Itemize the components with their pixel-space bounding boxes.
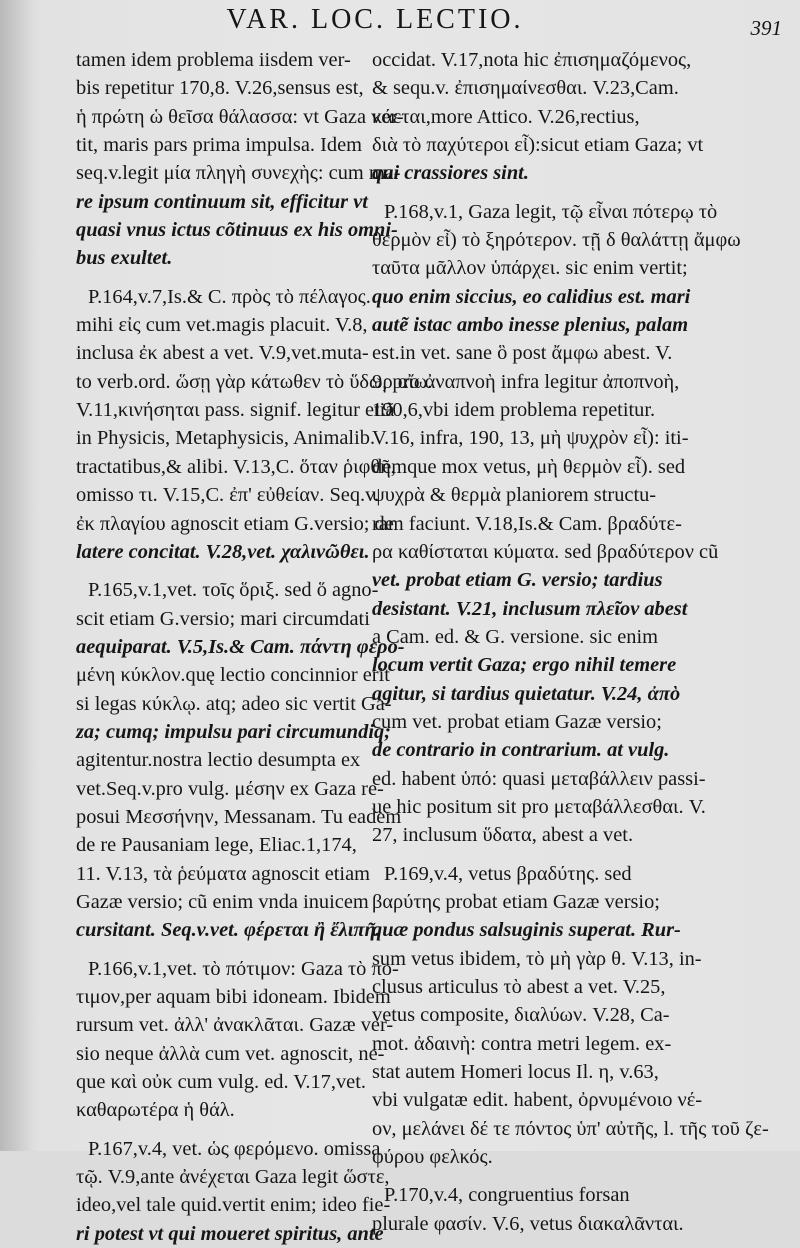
text-line: autẽ istac ambo inesse plenius, palam [372, 314, 689, 337]
text-line: P.167,v.4, vet. ὡς φερόμενο. omissa [88, 1137, 381, 1160]
text-line: est.in vet. sane ὃ post ἄμφω abest. V. [372, 342, 673, 365]
text-line: τιμον,per aquam bibi idoneam. Ibidem [76, 986, 391, 1008]
text-line: vbi vulgatæ edit. habent, ὀρνυμένοιο νέ- [372, 1089, 703, 1112]
text-line: 27, inclusum ὕδατα, abest a vet. [372, 824, 634, 847]
text-line: tamen idem problema iisdem ver- [76, 49, 351, 71]
text-line: P.165,v.1,vet. τοῖς ὅριξ. sed ὅ agno- [88, 579, 379, 602]
text-line: to verb.ord. ὥσῃ γὰρ κάτωθεν τὸ ὕδωρ αἴω. [76, 370, 433, 393]
page-gutter-shadow [0, 0, 40, 1151]
text-line: in Physicis, Metaphysicis, Animalib. [76, 427, 376, 450]
paragraph-gap [372, 850, 690, 860]
text-line: inclusa ἐκ abest a vet. V.9,vet.muta- [76, 342, 369, 365]
text-line: ideo,vel tale quid.vertit enim; ideo fie- [76, 1194, 391, 1217]
text-line: P.168,v.1, Gaza legit, τῷ εἶναι πότερῳ τὸ [384, 200, 718, 223]
text-line: bus exultet. [76, 247, 173, 270]
text-line: agitentur.nostra lectio desumpta ex [76, 749, 361, 772]
text-line: si legas κύκλῳ. atq; adeo sic vertit Ga- [76, 692, 392, 715]
text-line: Gazæ versio; cũ enim vnda inuicem [76, 890, 369, 913]
text-line: posui Μεσσήνην, Messanam. Tu eadem [76, 805, 402, 828]
paragraph-gap [76, 945, 376, 955]
text-line: P.169,v.4, vetus βραδύτης. sed [384, 862, 632, 885]
text-line: 11. V.13, τὰ ῥεύματα agnoscit etiam [76, 862, 370, 885]
text-line: vetus composite, διαλύων. V.28, Ca- [372, 1004, 670, 1027]
text-line: ἐκ πλαγίου agnoscit etiam G.versio; de [76, 512, 394, 535]
text-line: demque mox vetus, μὴ θερμὸν εἶ). sed [372, 455, 686, 478]
text-line: a Cam. ed. & G. versione. sic enim [372, 625, 658, 648]
text-line: tractatibus,& alibi. V.13,C. ὅταν ῥιφθῆ, [76, 455, 396, 478]
text-line: aequiparat. V.5,Is.& Cam. πάντη φερο- [76, 635, 405, 658]
running-head: VAR. LOC. LECTIO. [226, 4, 524, 35]
text-line: ri potest vt qui moueret spiritus, ante [76, 1222, 384, 1245]
text-line: κάεται,more Attico. V.26,rectius, [372, 105, 640, 128]
paragraph-gap [76, 1125, 376, 1135]
text-line: θερμὸν εἶ) τὸ ξηρότερον. τῇ δ θαλάττῃ ἄμφω [372, 229, 741, 252]
text-line: stat autem Homeri locus Il. η, v.63, [372, 1061, 659, 1084]
text-line: ed. habent ὑπό: quasi μεταβάλλειν passi- [372, 767, 706, 790]
text-line: sum vetus ibidem, τὸ μὴ γὰρ θ. V.13, in- [372, 947, 702, 970]
text-line: V.16, infra, 190, 13, μὴ ψυχρὸν εἶ): iti- [372, 427, 689, 450]
text-line: plurale φασίν. V.6, vetus διακαλᾶνται. [372, 1212, 684, 1235]
paragraph-gap [372, 1171, 690, 1181]
text-line: vet.Seq.v.pro vulg. μέσην ex Gaza re- [76, 777, 384, 800]
text-line: clusus articulus τὸ abest a vet. V.25, [372, 976, 666, 998]
text-line: τῷ. V.9,ante ἀνέχεται Gaza legit ὥστε, [76, 1166, 390, 1189]
text-line: P.170,v.4, congruentius forsan [384, 1184, 630, 1207]
text-line: re ipsum continuum sit, efficitur vt [76, 190, 368, 213]
text-line: agitur, si tardius quietatur. V.24, ἀπὸ [372, 682, 681, 705]
text-line: quasi vnus ictus cõtinuus ex his omni- [76, 219, 398, 242]
text-line: ue hic positum sit pro μεταβάλλεσθαι. V. [372, 795, 706, 818]
text-line: que καὶ οὐκ cum vulg. ed. V.17,vet. [76, 1071, 366, 1094]
text-line: cursitant. Seq.v.vet. φέρεται ἢ ἔλιπῆ. [76, 919, 381, 942]
text-line: ψυχρὰ & θερμὰ planiorem structu- [372, 484, 657, 507]
text-line: occidat. V.17,nota hic ἐπισημαζόμενος, [372, 49, 692, 71]
text-line: tit, maris pars prima impulsa. Idem [76, 134, 362, 157]
text-line: ον, μελάνει δέ τε πόντος ὑπ' αὐτῆς, l. τῆς τοῦ ζε- [372, 1117, 769, 1140]
text-line: omisso τι. V.15,C. ἐπ' εὐθείαν. Seq.v. [76, 484, 380, 507]
text-line: za; cumq; impulsu pari circumundiq; [76, 720, 391, 743]
text-line: ram faciunt. V.18,Is.& Cam. βραδύτε- [372, 512, 682, 535]
text-line: desistant. V.21, inclusum πλεῖον abest [372, 597, 688, 620]
text-line: seq.v.legit μία πληγὴ συνεχὴς: cum ma- [76, 162, 401, 185]
paragraph-gap [76, 273, 376, 283]
paragraph-gap [76, 566, 376, 576]
text-line: sio neque ἀλλὰ cum vet. agnoscit, ne- [76, 1042, 385, 1065]
text-line: qui crassiores sint. [372, 162, 529, 185]
text-line: μένη κύκλον.quę lectio concinnior erit [76, 664, 390, 687]
text-line: 190,6,vbi idem problema repetitur. [372, 399, 656, 422]
text-line: scit etiam G.versio; mari circumdati [76, 607, 370, 630]
text-line: 9, pro ἀναπνοὴ infra legitur ἀποπνοὴ, [372, 370, 680, 393]
text-line: διὰ τὸ παχύτεροι εἶ):sicut etiam Gaza; vt [372, 134, 704, 157]
right-column [372, 46, 769, 1238]
text-line: de re Pausaniam lege, Eliac.1,174, [76, 834, 357, 857]
text-line: & sequ.v. ἐπισημαίνεσθαι. V.23,Cam. [372, 77, 679, 100]
text-line: mot. ἀδαινὴ: contra metri legem. ex- [372, 1032, 672, 1055]
text-line: ταῦτα μᾶλλον ὑπάρχει. sic enim vertit; [372, 257, 688, 280]
text-line: de contrario in contrarium. at vulg. [372, 739, 670, 762]
text-line: quo enim siccius, eo calidius est. mari [372, 285, 691, 308]
text-line: vet. probat etiam G. versio; tardius [372, 569, 663, 592]
page-number: 391 [750, 16, 782, 40]
text-line: ρα καθίσταται κύματα. sed βραδύτερον cũ [372, 540, 719, 563]
text-line: latere concitat. V.28,vet. χαλινῶθει. [76, 540, 370, 563]
text-line: P.164,v.7,Is.& C. πρὸς τὸ πέλαγος. [88, 285, 371, 308]
text-line: quæ pondus salsuginis superat. Rur- [372, 919, 681, 942]
text-line: P.166,v.1,vet. τὸ πότιμον: Gaza τὸ πο- [88, 957, 399, 980]
text-line: φύρου φελκός. [372, 1146, 493, 1169]
text-line: καθαρωτέρα ἡ θάλ. [76, 1099, 235, 1122]
text-line: ἡ πρώτη ὡ θεῖσα θάλασσα: vt Gaza ver- [76, 105, 404, 128]
text-line: mihi εἰς cum vet.magis placuit. V.8, [76, 314, 368, 337]
text-line: bis repetitur 170,8. V.26,sensus est, [76, 77, 364, 100]
text-line: cum vet. probat etiam Gazæ versio; [372, 710, 662, 733]
text-line: locum vertit Gaza; ergo nihil temere [372, 654, 677, 677]
text-line: βαρύτης probat etiam Gazæ versio; [372, 890, 660, 913]
paragraph-gap [372, 188, 690, 198]
text-line: V.11,κινήσηται pass. signif. legitur etiã [76, 399, 395, 422]
text-line: rursum vet. ἀλλ' ἀνακλᾶται. Gazæ ver- [76, 1014, 394, 1037]
